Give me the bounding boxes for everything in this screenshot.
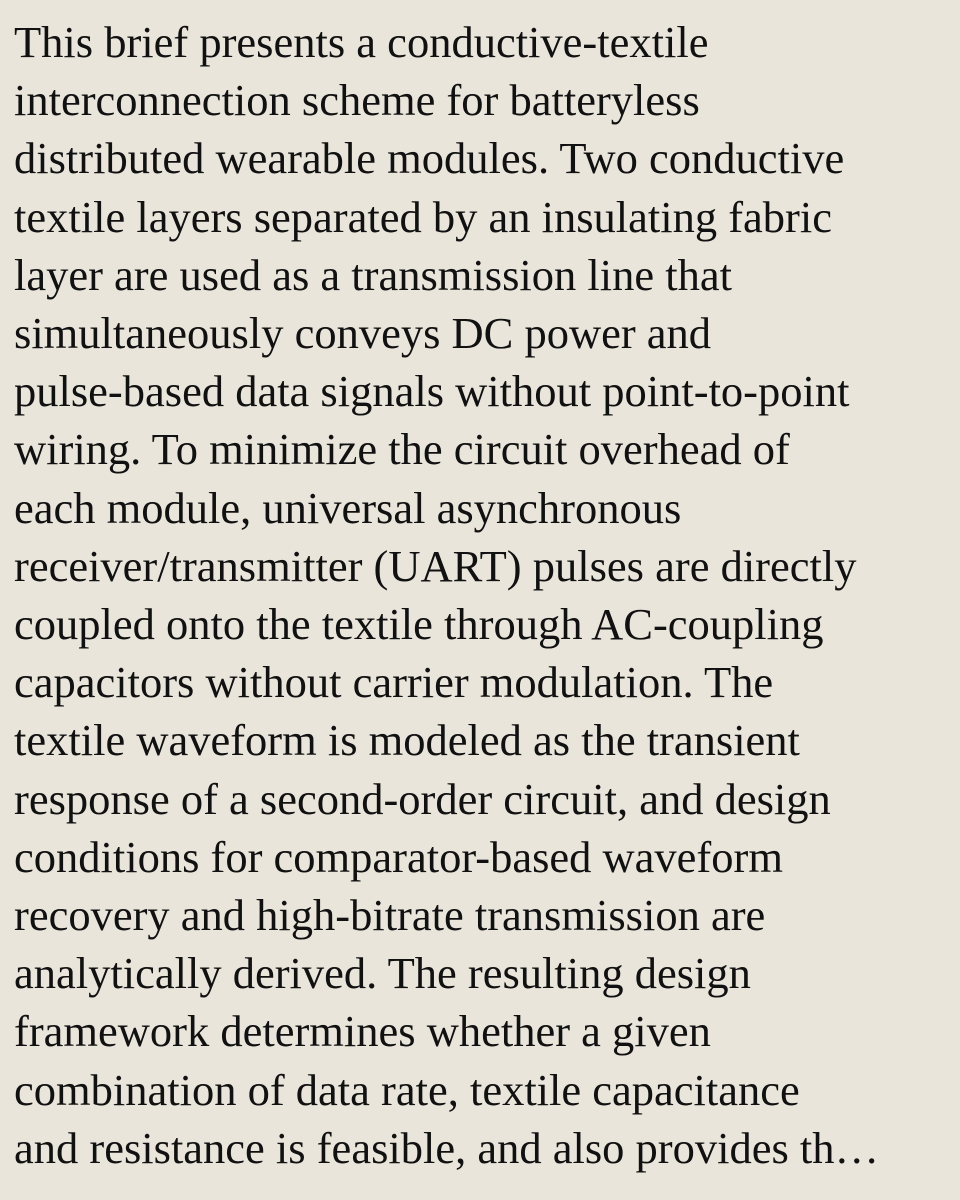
abstract-line-16: recovery and high-bitrate transmission are <box>14 890 766 941</box>
abstract-line-7: pulse-based data signals without point-to-point <box>14 366 850 417</box>
abstract-line-17: analytically derived. The resulting design <box>14 948 751 999</box>
abstract-line-5: layer are used as a transmission line that <box>14 249 732 300</box>
abstract-line-10: receiver/transmitter (UART) pulses are directly <box>14 540 857 591</box>
abstract-line-6: simultaneously conveys DC power and <box>14 308 712 359</box>
abstract-line-9: each module, universal asynchronous <box>14 482 682 533</box>
abstract-line-1: This brief presents a conductive-textile <box>14 17 709 67</box>
abstract-line-12: capacitors without carrier modulation. The <box>14 657 774 708</box>
abstract-line-14: response of a second-order circuit, and design <box>14 773 831 824</box>
abstract-line-11: coupled onto the textile through AC-coupling <box>14 599 824 650</box>
abstract-line-19: combination of data rate, textile capacitance <box>14 1064 800 1115</box>
abstract-line-18: framework determines whether a given <box>14 1006 711 1057</box>
abstract-line-20: and resistance is feasible, and also provides th… <box>14 1122 880 1173</box>
abstract-text <box>14 13 960 1177</box>
abstract-line-3: distributed wearable modules. Two conductive <box>14 133 845 184</box>
abstract-line-8: wiring. To minimize the circuit overhead of <box>14 424 790 475</box>
abstract-line-2: interconnection scheme for batteryless <box>14 75 700 126</box>
abstract-line-13: textile waveform is modeled as the transient <box>14 715 800 766</box>
abstract-line-15: conditions for comparator-based waveform <box>14 831 783 882</box>
abstract-line-4: textile layers separated by an insulating fabric <box>14 191 832 242</box>
